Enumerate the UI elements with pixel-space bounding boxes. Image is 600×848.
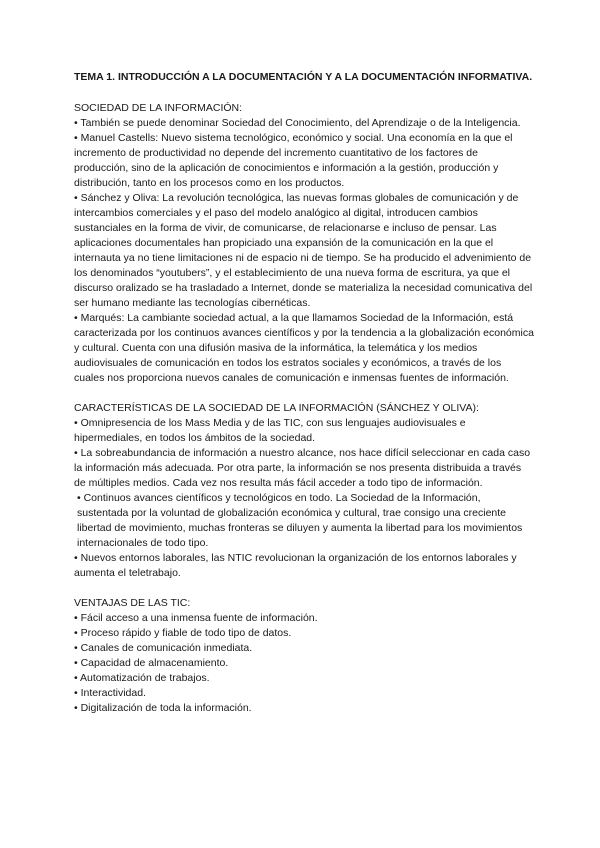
list-item: • Fácil acceso a una inmensa fuente de información. bbox=[74, 612, 318, 624]
list-item: • Manuel Castells: Nuevo sistema tecnológico, económico y social. Una economía en la que el incremento de productividad no depende del incremento cuantitativo de los factores de producción, sino de la aplicación de conocimientos e información a la gestión, producción y distribución, tanto en los procesos como en los productos. bbox=[74, 132, 513, 189]
list-item: • La sobreabundancia de información a nuestro alcance, nos hace difícil seleccionar en cada caso la información más adecuada. Por otra parte, la información se nos presenta distribuida a través de múltiples medios. Cada vez nos resulta más fácil acceder a todo tipo de información. bbox=[74, 447, 531, 489]
list-item: • Omnipresencia de los Mass Media y de las TIC, con sus lenguajes audiovisuales e hipermediales, en todos los ámbitos de la sociedad. bbox=[74, 417, 466, 444]
document-title-end: . bbox=[529, 71, 533, 83]
section-sociedad-informacion bbox=[74, 101, 534, 386]
document-title bbox=[74, 70, 534, 85]
list-item: • Capacidad de almacenamiento. bbox=[74, 657, 229, 669]
list-item: • Sánchez y Oliva: La revolución tecnológica, las nuevas formas globales de comunicación y de intercambios comerciales y el paso del modelo analógico al digital, introducen cambios sustanciales en la forma de vivir, de comunicarse, de relacionarse e incluso de pensar. Las aplicaciones documentales han propiciado una expansión de la comunicación en la que el internauta ya no tiene limitaciones ni de espacio ni de tiempo. Se ha producido el advenimiento de los denominados “youtubers”, y el establecimiento de una nueva forma de escritura, ya que el discurso oralizado se ha trasladado a Internet, donde se materializa la necesidad comunicativa del ser humano mediante las tecnologías cibernéticas. bbox=[74, 192, 533, 309]
list-item: • Canales de comunicación inmediata. bbox=[74, 642, 253, 654]
section-caracteristicas bbox=[74, 401, 534, 581]
list-item: • Interactividad. bbox=[74, 687, 146, 699]
section-heading: VENTAJAS DE LAS TIC: bbox=[74, 597, 191, 609]
section-ventajas-tic bbox=[74, 596, 534, 716]
document-page bbox=[74, 70, 534, 731]
list-item: • Continuos avances científicos y tecnológicos en todo. La Sociedad de la Información, sustentada por la voluntad de globalización económica y cultural, trae consigo una creciente libertad de movimiento, muchas fronteras se diluyen y aumenta la libertad para los movimientos internacionales de todo tipo. bbox=[77, 492, 523, 549]
list-item: • Marqués: La cambiante sociedad actual, a la que llamamos Sociedad de la Información, está caracterizada por los continuos avances científicos y por la tendencia a la globalización económica y cultural. Cuenta con una difusión masiva de la informática, la telemática y los medios audiovisuales de comunicación en todos los estratos sociales y económicos, a través de los cuales nos proporciona nuevos canales de comunicación e inmensas fuentes de información. bbox=[74, 312, 534, 384]
list-item: • También se puede denominar Sociedad del Conocimiento, del Aprendizaje o de la Inteligencia. bbox=[74, 117, 521, 129]
section-heading: CARACTERÍSTICAS DE LA SOCIEDAD DE LA INFORMACIÓN (SÁNCHEZ Y OLIVA): bbox=[74, 402, 479, 414]
list-item: • Automatización de trabajos. bbox=[74, 672, 210, 684]
list-item: • Digitalización de toda la información. bbox=[74, 702, 252, 714]
section-heading: SOCIEDAD DE LA INFORMACIÓN: bbox=[74, 102, 243, 114]
document-title-main: TEMA 1. INTRODUCCIÓN A LA DOCUMENTACIÓN Y A LA DOCUMENTACIÓN INFORMATIVA bbox=[74, 71, 530, 83]
list-item: • Nuevos entornos laborales, las NTIC revolucionan la organización de los entornos laborales y aumenta el teletrabajo. bbox=[74, 552, 517, 579]
list-item: • Proceso rápido y fiable de todo tipo de datos. bbox=[74, 627, 292, 639]
